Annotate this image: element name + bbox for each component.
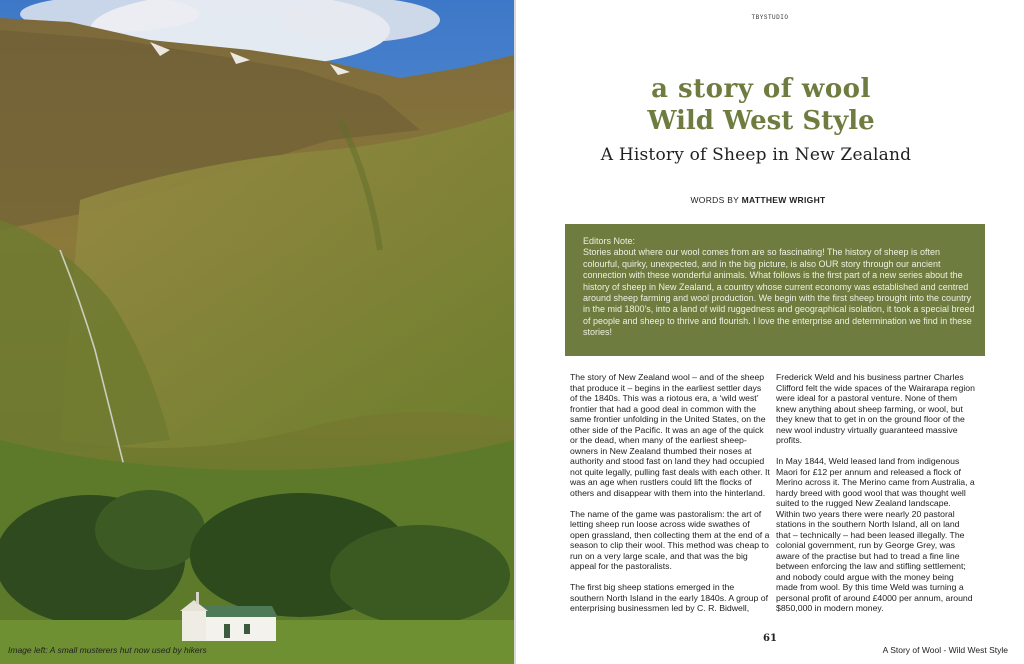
title-line-1: a story of wool <box>651 74 871 104</box>
editors-note-body: Stories about where our wool comes from are so fascinating! The history of sheep is often colourful, quirky, unexpected, and in the big picture, is also OUR story through our ancient connection with these wonderful animals. What follows is the first part of a new series about the history of sheep in New Zealand, a country whose current economy was established and centred around sheep farming and wool production. We begin with the first sheep brought into the country in the mid 1800's, into a land of wild ruggedness and geographical isolation, it took a special breed of people and sheep to thrive and flourish. I love the enterprise and determination we find in these stories! <box>583 247 975 338</box>
publisher-logo: TBYSTUDIO <box>751 14 789 21</box>
photo-caption: Image left: A small musterers hut now used by hikers <box>8 645 207 655</box>
cloud <box>280 0 440 42</box>
body-column-1 <box>570 372 770 624</box>
article-page <box>516 0 1024 664</box>
running-title: A Story of Wool - Wild West Style <box>882 645 1008 655</box>
body-column-2 <box>776 372 976 624</box>
paragraph: In May 1844, Weld leased land from indigenous Maori for £12 per annum and released a flock of Merino across it. The Merino came from Australia, a hardy breed with good wool that was thought well suited to the rugged New Zealand landscape. Within two years there were nearly 20 pastoral stations in the southern North Island, all on land that – technically – had been leased illegally. The colonial government, run by George Grey, was aware of the practise but had to tread a fine line between enforcing the law and stifling settlement; and nobody could argue with the money being made from wool. By this time Weld was turning a personal profit of around £4000 per annum, around $850,000 in modern money. <box>776 456 975 613</box>
paragraph: The first big sheep stations emerged in the southern North Island in the early 1840s. A group of enterprising businessmen led by C. R. Bidwell, <box>570 582 769 613</box>
byline-author: MATTHEW WRIGHT <box>741 195 826 205</box>
editors-note-box <box>565 224 985 356</box>
editors-note-heading: Editors Note: <box>583 236 636 246</box>
paragraph: The story of New Zealand wool – and of the sheep that produce it – begins in the earliest settler days of the 1840s. This was a riotous era, a ‘wild west’ frontier that had a good deal in common with the same frontier unfolding in the United States, on the other side of the Pacific. It was an age of the quick or the dead, when many of the earliest sheep-owners in New Zealand thumbed their noses at authority and stood fast on land they had occupied not quite legally, pulling fast deals with each other. It was an age when rustlers could lift the flocks of others and disappear with them into the hinterland. <box>570 372 770 498</box>
title-line-2: Wild West Style <box>647 106 875 136</box>
paragraph: Frederick Weld and his business partner Charles Clifford felt the wide spaces of the Wairarapa region were ideal for a pastoral venture. None of them knew anything about sheep farming, or wool, but they knew that to get in on the ground floor of the new wool industry virtually guaranteed massive profits. <box>776 372 975 445</box>
byline <box>516 195 1000 205</box>
tree-cluster <box>95 490 205 570</box>
subtitle: A History of Sheep in New Zealand <box>600 145 912 165</box>
page-number: 61 <box>763 633 777 644</box>
tree-cluster <box>330 525 510 625</box>
byline-prefix: WORDS BY <box>690 195 742 205</box>
paragraph: The name of the game was pastoralism: the art of letting sheep run loose across wide swathes of open grassland, then collecting them at the end of a season to clip their wool. This method was cheap to run on a very large scale, and that was the big appeal for the pastoralists. <box>570 508 770 571</box>
